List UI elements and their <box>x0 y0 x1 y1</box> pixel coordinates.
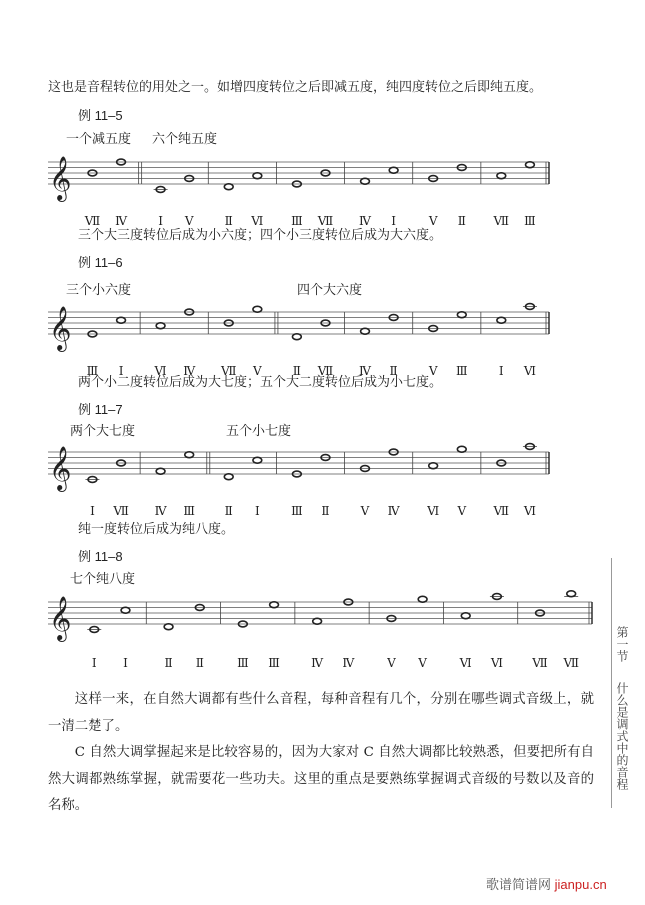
scale-degree-label: Ⅶ <box>317 214 334 225</box>
scale-degree-label: Ⅶ <box>563 656 579 670</box>
scale-degree-label: Ⅵ <box>523 504 536 515</box>
scale-degree-label: Ⅱ <box>195 656 204 670</box>
treble-clef-icon: 𝄞 <box>49 156 72 200</box>
whole-note <box>224 184 233 190</box>
scale-degree-label: Ⅲ <box>237 656 249 670</box>
whole-note <box>224 474 233 480</box>
scale-degree-label: Ⅳ <box>154 504 167 515</box>
whole-note <box>429 463 438 469</box>
whole-note <box>185 452 194 458</box>
caption: 七个纯八度 <box>70 572 136 587</box>
example-label: 例 11–6 <box>78 255 123 270</box>
whole-note <box>461 613 470 619</box>
treble-clef-icon: 𝄞 <box>49 596 72 640</box>
side-divider <box>611 558 612 808</box>
scale-degree-label: Ⅰ <box>90 504 95 515</box>
scale-degree-label: Ⅳ <box>115 214 128 225</box>
watermark: 歌谱简谱网 jianpu.cn <box>486 877 607 892</box>
scale-degree-label: Ⅰ <box>498 364 504 375</box>
scale-degree-label: Ⅵ <box>523 364 536 375</box>
scale-degree-label: Ⅶ <box>317 364 334 375</box>
scale-degree-label: Ⅶ <box>84 214 101 225</box>
treble-clef-icon: 𝄞 <box>49 306 72 350</box>
lead-text: 两个小二度转位后成为大七度；五个大二度转位后成为小七度。 <box>78 375 443 390</box>
scale-degree-label: Ⅱ <box>164 656 173 670</box>
body-text <box>48 687 594 820</box>
whole-note <box>156 468 165 474</box>
scale-degree-label: Ⅱ <box>321 504 330 515</box>
caption: 一个减五度 <box>66 132 132 147</box>
example-label: 例 11–8 <box>78 549 123 564</box>
scale-degree-label: Ⅳ <box>342 656 355 670</box>
scale-degree-label: Ⅳ <box>311 656 324 670</box>
whole-note <box>292 334 301 340</box>
scale-degree-label: Ⅲ <box>455 364 468 375</box>
scale-degree-label: Ⅳ <box>183 364 196 375</box>
scale-degree-label: Ⅱ <box>292 364 301 375</box>
lead-text: 纯一度转位后成为纯八度。 <box>78 522 235 537</box>
caption: 两个大七度 <box>70 424 136 439</box>
scale-degree-label: Ⅴ <box>253 364 262 375</box>
music-staff <box>0 295 645 375</box>
scale-degree-label: Ⅴ <box>184 214 194 225</box>
scale-degree-label: Ⅳ <box>359 214 372 225</box>
scale-degree-label: Ⅱ <box>457 214 466 225</box>
scale-degree-label: Ⅱ <box>389 364 398 375</box>
scale-degree-label: Ⅶ <box>493 214 510 225</box>
whole-note <box>253 457 262 463</box>
whole-note <box>457 312 466 318</box>
scale-degree-label: Ⅲ <box>268 656 280 670</box>
example-label: 例 11–7 <box>78 402 123 417</box>
scale-degree-label: Ⅴ <box>387 656 396 670</box>
caption: 五个小七度 <box>226 424 292 439</box>
whole-note <box>156 323 165 329</box>
scale-degree-label: Ⅳ <box>387 504 400 515</box>
scale-degree-label: Ⅴ <box>360 504 370 515</box>
scale-degree-label: Ⅶ <box>220 364 237 375</box>
scale-degree-label: Ⅰ <box>123 656 128 670</box>
whole-note <box>389 167 398 173</box>
paragraph: C 自然大调掌握起来是比较容易的，因为大家对 C 自然大调都比较熟悉，但要把所有自然大调都熟练掌握，就需要花一些功夫。这里的重点是要熟练掌握调式音级的号数以及音的名称。 <box>48 745 594 813</box>
music-staff <box>0 435 645 515</box>
scale-degree-label: Ⅱ <box>224 214 233 225</box>
scale-degree-label: Ⅰ <box>91 656 97 670</box>
scale-degree-label: Ⅴ <box>428 214 438 225</box>
scale-degree-label: Ⅵ <box>459 656 472 670</box>
music-staff <box>0 145 645 225</box>
scale-degree-label: Ⅴ <box>418 656 427 670</box>
intro-line: 这也是音程转位的用处之一。如增四度转位之后即减五度，纯四度转位之后即纯五度。 <box>48 80 543 95</box>
scale-degree-label: Ⅰ <box>391 214 397 225</box>
whole-note <box>497 317 506 323</box>
caption: 四个大六度 <box>297 283 363 298</box>
scale-degree-label: Ⅵ <box>427 504 440 515</box>
scale-degree-label: Ⅶ <box>532 656 548 670</box>
chapter-title: 什么是调式中的音程 <box>615 682 629 790</box>
scale-degree-label: Ⅵ <box>490 656 503 670</box>
whole-note <box>361 178 370 184</box>
scale-degree-label: Ⅱ <box>224 504 233 515</box>
whole-note <box>121 607 130 613</box>
scale-degree-label: Ⅶ <box>113 504 129 515</box>
paragraph: 这样一来，在自然大调都有些什么音程，每种音程有几个，分别在哪些调式音级上，就一清二楚了。 <box>48 692 594 734</box>
whole-note <box>457 446 466 452</box>
section-label: 第一节 <box>615 626 629 662</box>
whole-note <box>418 596 427 602</box>
scale-degree-label: Ⅵ <box>154 364 167 375</box>
whole-note <box>361 328 370 334</box>
scale-degree-label: Ⅲ <box>86 364 99 375</box>
whole-note <box>253 173 262 179</box>
lead-text: 三个大三度转位后成为小六度；四个小三度转位后成为大六度。 <box>78 228 443 243</box>
scale-degree-label: Ⅶ <box>493 504 510 515</box>
music-staff <box>0 585 645 670</box>
scale-degree-label: Ⅲ <box>183 504 195 515</box>
scale-degree-label: Ⅰ <box>254 504 260 515</box>
scale-degree-label: Ⅴ <box>428 364 438 375</box>
whole-note <box>567 591 576 597</box>
scale-degree-label: Ⅳ <box>359 364 372 375</box>
whole-note <box>270 602 279 608</box>
caption: 六个纯五度 <box>152 132 218 147</box>
whole-note <box>164 624 173 630</box>
whole-note <box>497 173 506 179</box>
scale-degree-label: Ⅲ <box>524 214 536 225</box>
scale-degree-label: Ⅴ <box>457 504 467 515</box>
scale-degree-label: Ⅰ <box>118 364 124 375</box>
whole-note <box>253 306 262 312</box>
caption: 三个小六度 <box>66 283 132 298</box>
scale-degree-label: Ⅰ <box>158 214 163 225</box>
scale-degree-label: Ⅵ <box>251 214 264 225</box>
treble-clef-icon: 𝄞 <box>49 446 72 490</box>
whole-note <box>313 618 322 624</box>
scale-degree-label: Ⅲ <box>291 214 303 225</box>
example-label: 例 11–5 <box>78 108 123 123</box>
whole-note <box>117 317 126 323</box>
whole-note <box>526 162 535 168</box>
scale-degree-label: Ⅲ <box>291 504 303 515</box>
